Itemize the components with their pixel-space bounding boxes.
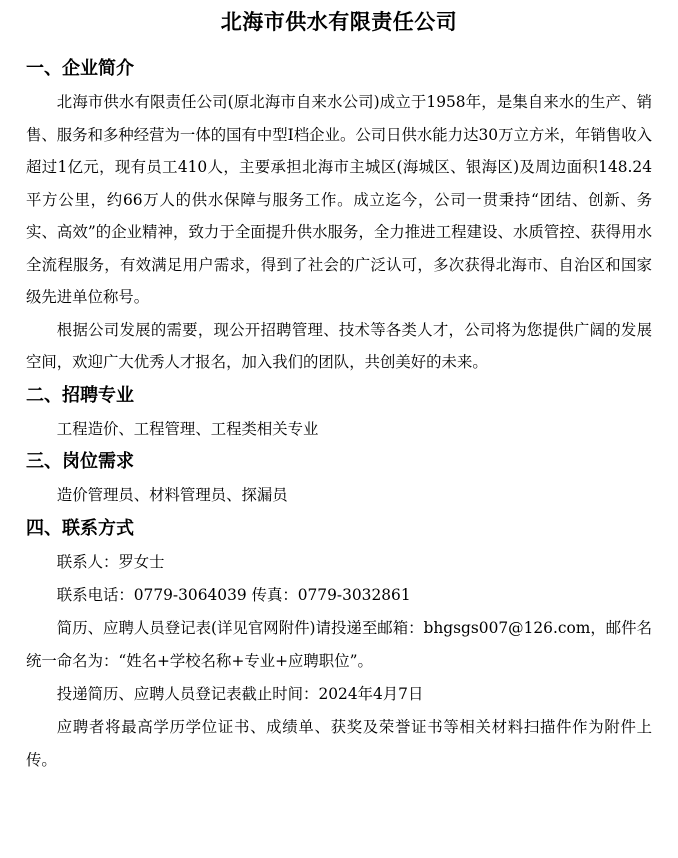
section-contact-info [26, 512, 652, 777]
section-heading-recruitment-majors: 二、招聘专业 [26, 384, 134, 406]
resume-submission-instructions: 简历、应聘人员登记表(详见官网附件)请投递至邮箱：bhgsgs007@126.com，邮件名统一命名为：“姓名+学校名称+专业+应聘职位”。 [26, 618, 652, 670]
section-recruitment-majors [26, 379, 652, 446]
section-heading-job-positions: 三、岗位需求 [26, 451, 134, 472]
contact-person: 联系人：罗女士 [56, 552, 165, 571]
recruitment-intro-paragraph: 根据公司发展的需要，现公开招聘管理、技术等各类人才，公司将为您提供广阔的发展空间，欢迎广大优秀人才报名，加入我们的团队，共创美好的未来。 [26, 320, 652, 371]
job-positions-text: 造价管理员、材料管理员、探漏员 [56, 486, 288, 504]
recruitment-majors-text: 工程造价、工程管理、工程类相关专业 [56, 419, 319, 438]
attachment-instructions: 应聘者将最高学历学位证书、成绩单、获奖及荣誉证书等相关材料扫描件作为附件上传。 [26, 717, 652, 769]
document-title: 北海市供水有限责任公司 [220, 10, 458, 34]
submission-deadline: 投递简历、应聘人员登记表截止时间：2024年4月7日 [56, 684, 424, 703]
contact-phone-fax: 联系电话：0779-3064039 传真：0779-3032861 [56, 585, 411, 604]
section-company-profile [26, 52, 652, 379]
company-profile-paragraph: 北海市供水有限责任公司(原北海市自来水公司)成立于1958年，是集自来水的生产、销售、服务和多种经营为一体的国有中型Ⅰ档企业。公司日供水能力达30万立方米，年销售收入超过1亿元，现有员工410人，主要承担北海市主城区(海城区、银海区)及周边面积148.24平方公里，约66万人的供水保障与服务工作。成立迄今，公司一贯秉持“团结、创新、务实、高效”的企业精神，致力于全面提升供水服务，全力推进工程建设、水质管控、获得用水全流程服务，有效满足用户需求，得到了社会的广泛认可，多次获得北海市、自治区和国家级先进单位称号。 [26, 93, 652, 306]
section-heading-contact-info: 四、联系方式 [26, 517, 134, 539]
section-heading-company-profile: 一、企业简介 [26, 58, 134, 79]
section-job-positions [26, 445, 652, 512]
